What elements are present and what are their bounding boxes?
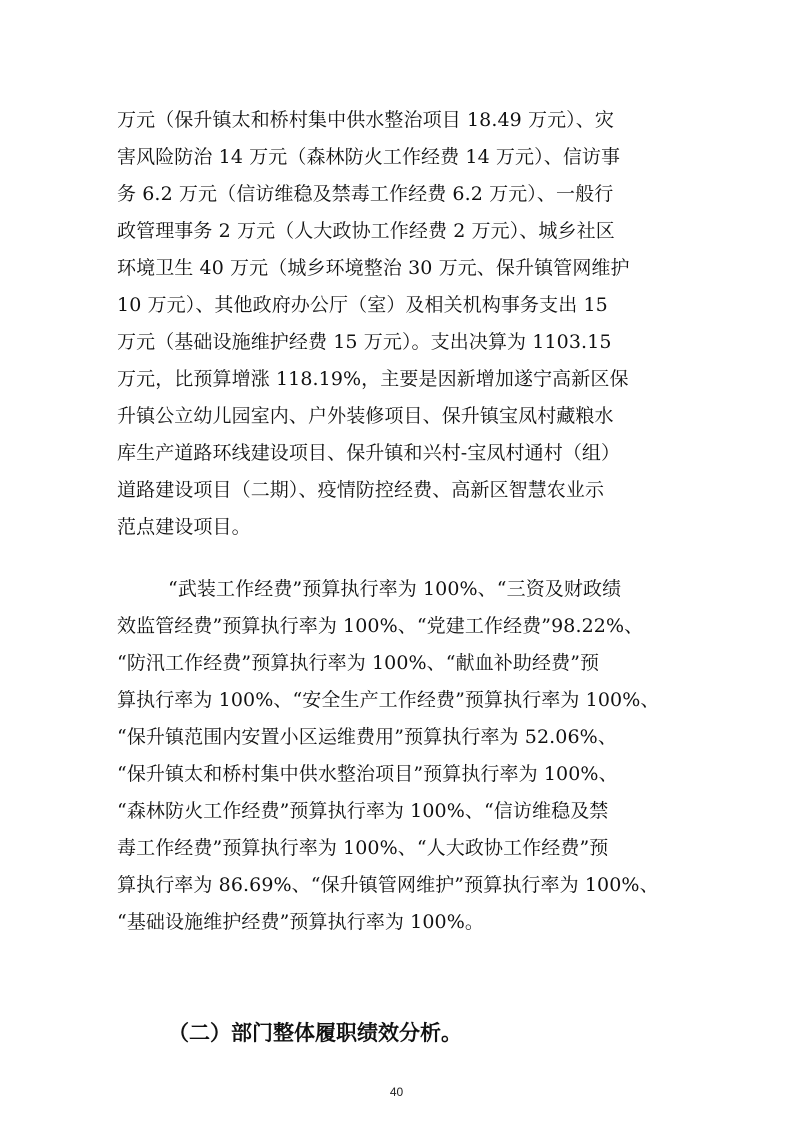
text-line: 升镇公立幼儿园室内、户外装修项目、保升镇宝凤村藏粮水 — [117, 405, 614, 427]
text-line: “森林防火工作经费”预算执行率为 100%、“信访维稳及禁 — [117, 800, 609, 822]
text-line: 万元（基础设施维护经费 15 万元）。支出决算为 1103.15 — [117, 331, 612, 353]
text-line: 万元，比预算增涨 118.19%，主要是因新增加遂宁高新区保 — [117, 368, 629, 390]
text-line: 算执行率为 86.69%、“保升镇管网维护”预算执行率为 100%、 — [117, 874, 659, 896]
text-line: 效监管经费”预算执行率为 100%、“党建工作经费”98.22%、 — [117, 615, 644, 637]
text-line: “武装工作经费”预算执行率为 100%、“三资及财政绩 — [168, 578, 622, 600]
text-line: 算执行率为 100%、“安全生产工作经费”预算执行率为 100%、 — [117, 689, 660, 711]
text-line: 库生产道路环线建设项目、保升镇和兴村-宝凤村通村（组） — [117, 442, 621, 464]
text-line: 道路建设项目（二期）、疫情防控经费、高新区智慧农业示 — [117, 479, 605, 501]
text-line: 毒工作经费”预算执行率为 100%、“人大政协工作经费”预 — [117, 837, 609, 859]
text-line: “保升镇太和桥村集中供水整治项目”预算执行率为 100%、 — [117, 763, 618, 785]
text-line: 10 万元）、其他政府办公厅（室）及相关机构事务支出 15 — [117, 294, 608, 316]
text-line: 万元（保升镇太和桥村集中供水整治项目 18.49 万元）、灾 — [117, 109, 614, 131]
text-line: “保升镇范围内安置小区运维费用”预算执行率为 52.06%、 — [117, 726, 617, 748]
section-heading: （二）部门整体履职绩效分析。 — [168, 1021, 462, 1045]
page-number: 40 — [389, 1085, 404, 1099]
text-line: 政管理事务 2 万元（人大政协工作经费 2 万元）、城乡社区 — [117, 220, 615, 242]
text-line: 环境卫生 40 万元（城乡环境整治 30 万元、保升镇管网维护 — [117, 257, 630, 279]
text-line: 害风险防治 14 万元（森林防火工作经费 14 万元）、信访事 — [117, 146, 621, 168]
text-line: 范点建设项目。 — [117, 516, 251, 538]
text-line: “防汛工作经费”预算执行率为 100%、“献血补助经费”预 — [117, 652, 600, 674]
text-line: 务 6.2 万元（信访维稳及禁毒工作经费 6.2 万元）、一般行 — [117, 183, 614, 205]
text-line: “基础设施维护经费”预算执行率为 100%。 — [117, 911, 484, 933]
